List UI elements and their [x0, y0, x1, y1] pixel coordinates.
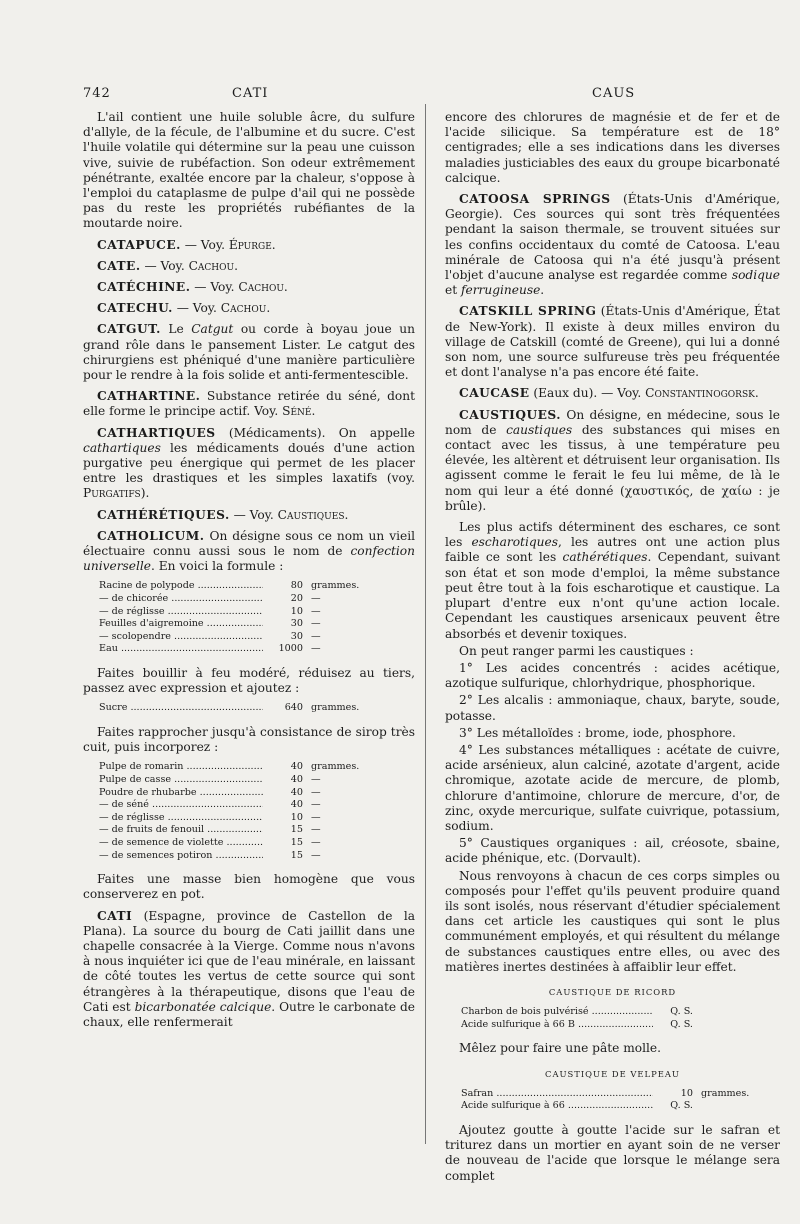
italic-term: ferrugineuse: [460, 283, 541, 298]
entry-text: — Voy.: [190, 280, 239, 295]
entry-text: ).: [140, 486, 150, 501]
headword: CATAPUCE.: [97, 237, 181, 252]
entry-catgut: [83, 322, 415, 383]
entry-text: — Voy.: [180, 237, 229, 252]
recipe-row: — de séné ..... 40 —: [99, 799, 371, 812]
entry-text: (États-Unis d'Amérique, Georgie). Ces sources qui sont très fréquentées pendant la saison thermale, se trouvent situées sur les confins occidentaux du comté de Catoosa. L'eau minérale de Catoosa qui n'a été jusqu'à présent l'objet d'aucune analyse est regardée comme: [445, 192, 780, 283]
recipe-row: — scolopendre ..... 30 —: [99, 631, 371, 644]
paragraph: Les plus actifs déterminent des eschares, ce sont les escharotiques, les autres ont une action plus faible ce sont les cathérétiques. Cependant, suivant son état et son mode d'emploi, la même substance peut être tout à la fois escharotique et caustique. La plupart d'entre eux n'ont qu'une action locale. Cependant les caustiques arsenicaux peuvent être absorbés et devenir toxiques.: [445, 520, 780, 641]
recipe-title: CAUSTIQUE DE RICORD: [548, 986, 677, 997]
headword: CATHÉRÉTIQUES.: [97, 507, 230, 522]
entry-text: (Médicaments). On appelle: [215, 425, 415, 440]
cross-reference: Purgatifs: [83, 486, 141, 501]
cross-reference: Épurge.: [228, 237, 276, 252]
list-item: 3° Les métalloïdes : brome, iode, phosphore.: [459, 725, 736, 740]
paragraph: Faites une masse bien homogène que vous conserverez en pot.: [83, 872, 415, 902]
entry-catapuce: [83, 238, 415, 253]
italic-term: cathérétiques: [562, 550, 648, 565]
entry-text: .: [540, 283, 545, 298]
recipe-row: — de réglisse ..... 10 —: [99, 812, 371, 825]
entry-text: (Espagne, province de Castellon de la Plana). La source du bourg de Cati jaillit dans une chapelle consacrée à la Vierge. Comme nous n'avons à nous inquiéter ici que de l'eau minérale, en laissant de côté toutes les vertus de cette source qui sont étrangères à la thérapeutique, disons que l'eau de Cati est: [83, 908, 415, 1014]
recipe-row: — de semence de violette ..... 15 —: [99, 837, 371, 850]
headword: CATGUT.: [97, 322, 161, 337]
headword: CATI: [97, 908, 133, 923]
recipe-catholicum-1: [99, 580, 371, 656]
entry-text: les médicaments doués d'une action purgative peu énergique qui permet de les placer entre les drastiques et les simples laxatifs (voy.: [83, 440, 415, 486]
list-item: 4° Les substances métalliques : acétate de cuivre, acide arsénieux, alun calciné, azotate d'argent, acide chromique, azotate acide de mercure, de plomb, chlorure d'antimoine, chlorure de mercure, d'or, de zinc, oxyde mercurique, sulfate cuivrique, potassium, sodium.: [445, 742, 780, 833]
recipe-row: Sucre ..... 640 grammes.: [99, 702, 371, 715]
cross-reference: Séné.: [282, 404, 316, 419]
headword: CATÉCHINE.: [97, 280, 191, 295]
headword: CATHARTIQUES: [97, 425, 216, 440]
entry-catechine: [83, 280, 415, 295]
recipe-row: — de chicorée ..... 20 —: [99, 593, 371, 606]
recipe-row: Eau ..... 1000 —: [99, 643, 371, 656]
entry-caustiques: [445, 408, 780, 514]
recipe-row: — de réglisse ..... 10 —: [99, 606, 371, 619]
entry-cate: [83, 259, 415, 274]
entry-catheretiques: [83, 508, 415, 523]
recipe-catholicum-3: [99, 761, 371, 862]
entry-text: On désigne sous ce nom un vieil électuaire connu aussi sous le nom de: [83, 528, 415, 559]
entry-text: — Voy.: [229, 507, 278, 522]
recipe-row: Racine de polypode ..... 80 grammes.: [99, 580, 371, 593]
recipe-row: Charbon de bois pulvérisé ..... Q. S.: [461, 1006, 761, 1019]
recipe-velpeau: [461, 1088, 761, 1113]
recipe-row: Poudre de rhubarbe ..... 40 —: [99, 787, 371, 800]
headword: CATE.: [97, 258, 141, 273]
italic-term: escharotiques: [471, 535, 558, 550]
entry-cathartiques: [83, 426, 415, 502]
entry-text: . Outre le carbonate de chaux, elle renfermerait: [83, 999, 415, 1030]
entry-text: et: [445, 283, 461, 298]
cross-reference: Cachou.: [238, 280, 288, 295]
entry-text: . En voici la formule :: [151, 559, 284, 574]
paragraph: L'ail contient une huile soluble âcre, du sulfure d'allyle, de la fécule, de l'albumine et du sucre. C'est l'huile volatile qui détermine sur la peau une cuisson vive, suivie de rubéfaction. Son odeur extrêmement pénétrante, exaltée encore par la chaleur, s'oppose à l'emploi du cataplasme de pulpe d'ail qui ne possède pas du reste les propriétés rubéfiantes de la moutarde noire.: [83, 110, 415, 231]
entry-catoosa-springs: [445, 192, 780, 298]
recipe-catholicum-2: [99, 702, 371, 715]
entry-text: — Voy.: [172, 301, 221, 316]
right-column: [445, 110, 780, 1190]
left-column: [83, 110, 415, 1036]
italic-term: bicarbonatée calcique: [134, 999, 272, 1014]
italic-term: confection universelle: [83, 544, 415, 574]
entry-cati: [83, 909, 415, 1031]
running-head-left: CATI: [232, 86, 269, 101]
entry-caucase: [445, 386, 780, 401]
headword: CATECHU.: [97, 301, 173, 316]
recipe-row: Pulpe de casse ..... 40 —: [99, 774, 371, 787]
list-item: 2° Les alcalis : ammoniaque, chaux, baryte, soude, potasse.: [445, 693, 780, 723]
recipe-row: — de fruits de fenouil ..... 15 —: [99, 824, 371, 837]
entry-text: ou corde à boyau joue un grand rôle dans le pansement Lister. Le catgut des chirurgiens est phéniqué d'une manière particulière pour le rendre à la fois solide et anti-fermentescible.: [83, 322, 415, 383]
entry-cathartine: [83, 389, 415, 419]
headword: CATOOSA SPRINGS: [459, 192, 611, 207]
recipe-row: — de semences potiron ..... 15 —: [99, 850, 371, 863]
entry-text: Substance retirée du séné, dont elle forme le principe actif. Voy.: [83, 389, 415, 419]
headword: CATSKILL SPRING: [459, 304, 597, 319]
running-head-right: CAUS: [592, 86, 636, 101]
paragraph: Ajoutez goutte à goutte l'acide sur le safran et triturez dans un mortier en ayant soin de ne verser de nouveau de l'acide que lorsque le mélange sera complet: [445, 1122, 780, 1183]
italic-term: cathartiques: [83, 440, 161, 455]
paragraph: Faites bouillir à feu modéré, réduisez au tiers, passez avec expression et ajoutez :: [83, 666, 415, 696]
entry-text: des substances qui mises en contact avec les tissus, à une température peu élevée, les altèrent et détruisent leur organisation. Ils agissent comme le ferait le feu lui même, de là le nom qui leur a été donné (χαυστικός, de χαίω : je brûle).: [445, 422, 780, 513]
cross-reference: Constantinogorsk.: [645, 386, 759, 401]
italic-term: sodique: [731, 268, 780, 283]
column-divider: [425, 104, 426, 1144]
recipe-row: Pulpe de romarin ..... 40 grammes.: [99, 761, 371, 774]
recipe-row: Acide sulfurique à 66 ..... Q. S.: [461, 1100, 761, 1113]
italic-term: Catgut: [191, 322, 234, 337]
entry-catskill-spring: [445, 304, 780, 380]
paragraph: Faites rapprocher jusqu'à consistance de sirop très cuit, puis incorporez :: [83, 725, 415, 755]
paragraph: Nous renvoyons à chacun de ces corps simples ou composés pour l'effet qu'ils peuvent produire quand ils sont isolés, nous réservant d'étudier spécialement dans cet article les caustiques qui sont le plus communément employés, et qui résultent du mélange de substances caustiques entre elles, ou avec des matières inertes destinées à affaiblir leur effet.: [445, 868, 780, 974]
recipe-ricord: [461, 1006, 761, 1031]
recipe-row: Safran ..... 10 grammes.: [461, 1088, 761, 1101]
paragraph: Mêlez pour faire une pâte molle.: [459, 1041, 661, 1056]
entry-catechu: [83, 301, 415, 316]
entry-text: On désigne, en médecine, sous le nom de: [445, 407, 780, 437]
entry-text: — Voy.: [140, 258, 189, 273]
headword: CAUSTIQUES.: [459, 407, 561, 422]
paragraph: On peut ranger parmi les caustiques :: [459, 643, 694, 658]
list-item: 1° Les acides concentrés : acides acétique, azotique sulfurique, chlorhydrique, phosphorique.: [445, 660, 780, 691]
cross-reference: Caustiques.: [277, 507, 349, 522]
recipe-row: Feuilles d'aigremoine ..... 30 —: [99, 618, 371, 631]
page-number: 742: [83, 86, 111, 101]
entry-text: Le: [160, 322, 192, 337]
cross-reference: Cachou.: [188, 258, 238, 273]
list-item: 5° Caustiques organiques : ail, créosote, sbaine, acide phénique, etc. (Dorvault).: [445, 836, 780, 866]
headword: CATHARTINE.: [97, 389, 201, 404]
paragraph: encore des chlorures de magnésie et de fer et de l'acide silicique. Sa température est de 18° centigrades; elle a ses indications dans les diverses maladies justiciables des eaux du groupe bicarbonaté calcique.: [445, 110, 780, 185]
entry-catholicum: [83, 529, 415, 575]
headword: CAUCASE: [459, 386, 530, 401]
recipe-row: Acide sulfurique à 66 B ..... Q. S.: [461, 1019, 761, 1032]
entry-text: (Eaux du). — Voy.: [529, 386, 646, 401]
entry-text: (États-Unis d'Amérique, État de New-York). Il existe à deux milles environ du village de Catskill (comté de Greene), qui lui a donné son nom, une source sulfureuse très peu fréquentée et dont l'analyse n'a pas encore été faite.: [445, 304, 780, 380]
cross-reference: Cachou.: [220, 301, 271, 316]
italic-term: caustiques: [506, 422, 573, 437]
headword: CATHOLICUM.: [97, 528, 205, 543]
recipe-title: CAUSTIQUE DE VELPEAU: [545, 1068, 680, 1079]
